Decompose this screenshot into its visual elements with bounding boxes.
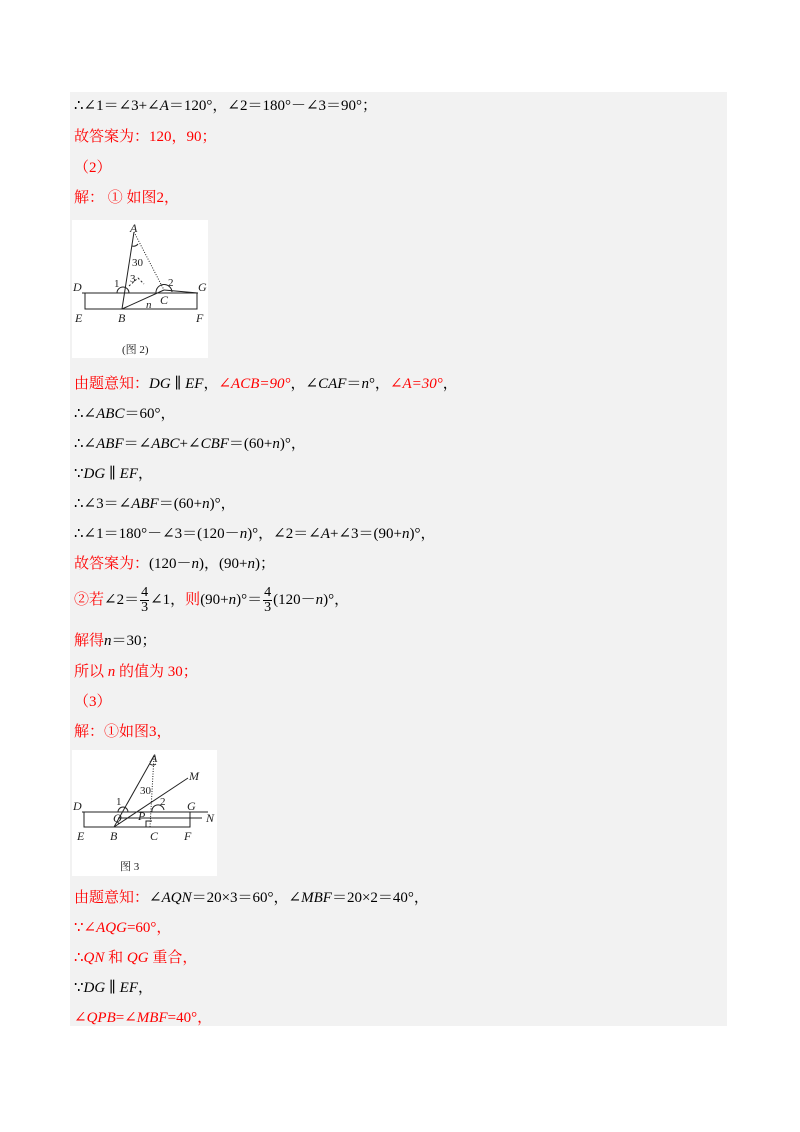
text: ∠1， bbox=[150, 592, 186, 608]
text: EF bbox=[119, 466, 138, 482]
label-p: P bbox=[138, 809, 146, 823]
text: n bbox=[202, 496, 210, 512]
text: =∠ bbox=[115, 1010, 137, 1026]
label-a: A bbox=[130, 221, 138, 235]
text: ∵ bbox=[74, 466, 84, 482]
line-21 bbox=[74, 1008, 212, 1028]
text: A bbox=[159, 98, 169, 114]
text: 则 bbox=[185, 592, 201, 608]
label-a: A bbox=[150, 751, 158, 765]
figure-3-diagram bbox=[72, 750, 217, 876]
line-1 bbox=[74, 96, 377, 116]
label-2: 2 bbox=[168, 277, 174, 289]
figure-3-caption: 图 3 bbox=[120, 861, 140, 873]
text: ∴∠ bbox=[74, 406, 97, 422]
line-14 bbox=[74, 662, 198, 682]
line-12 bbox=[74, 582, 349, 618]
text: QN bbox=[83, 950, 105, 966]
label-b: B bbox=[110, 829, 118, 843]
line-15: （3） bbox=[74, 694, 112, 710]
text: EF bbox=[185, 376, 204, 392]
text: ， bbox=[442, 376, 458, 392]
text: ∥ bbox=[170, 376, 186, 392]
text: ＝(60+ bbox=[158, 496, 203, 512]
text: (120－ bbox=[149, 556, 192, 572]
text: ∴∠3＝∠ bbox=[74, 496, 132, 512]
text: n bbox=[228, 592, 237, 608]
label-e: E bbox=[77, 829, 85, 843]
text: °， bbox=[368, 376, 390, 392]
text: n bbox=[191, 556, 200, 572]
label-f: F bbox=[196, 311, 204, 325]
line-18 bbox=[74, 918, 171, 938]
line-4: 解： ① 如图2， bbox=[74, 190, 180, 206]
text: ＝60°， bbox=[124, 406, 176, 422]
label-30: 30 bbox=[132, 257, 143, 269]
label-n: N bbox=[206, 811, 215, 825]
fraction-4-3 bbox=[263, 586, 272, 615]
text: MBF bbox=[301, 890, 332, 906]
text: ABF bbox=[131, 496, 159, 512]
label-c: C bbox=[160, 293, 169, 307]
text: n bbox=[401, 526, 410, 542]
text: ＝20×3＝60°，∠ bbox=[191, 890, 302, 906]
line-16: 解：①如图3， bbox=[74, 724, 172, 740]
figure-2-caption: (图 2) bbox=[122, 344, 149, 356]
label-c: C bbox=[150, 829, 159, 843]
line-9 bbox=[74, 494, 236, 514]
text: n bbox=[361, 376, 369, 392]
text: AQG bbox=[96, 920, 127, 936]
text: MBF bbox=[136, 1010, 168, 1026]
text: 由题意知： bbox=[74, 376, 150, 392]
text: DG bbox=[83, 466, 106, 482]
text: ，∠ bbox=[290, 376, 319, 392]
line-20 bbox=[74, 978, 153, 998]
text: QG bbox=[126, 950, 149, 966]
text: 故答案为： bbox=[74, 556, 150, 572]
line-17 bbox=[74, 888, 429, 908]
denominator: 3 bbox=[141, 600, 149, 616]
text: +∠3＝(90+ bbox=[330, 526, 402, 542]
text: ABC bbox=[151, 436, 180, 452]
angle-a-arc bbox=[132, 244, 138, 246]
text: ABF bbox=[96, 436, 124, 452]
text: 的值为 30； bbox=[115, 664, 198, 680]
text: ＝(60+ bbox=[228, 436, 273, 452]
text: ∥ bbox=[105, 980, 120, 996]
label-d: D bbox=[73, 280, 82, 294]
figure-3 bbox=[72, 750, 217, 876]
text: )°＝ bbox=[236, 592, 263, 608]
text: n bbox=[104, 633, 112, 649]
text: ∴∠1＝180°－∠3＝(120－ bbox=[74, 526, 240, 542]
text: =40°， bbox=[167, 1010, 213, 1026]
line-11 bbox=[74, 554, 275, 574]
text: ∵∠ bbox=[74, 920, 97, 936]
text: )； bbox=[254, 556, 275, 572]
ray-bm bbox=[114, 778, 188, 827]
fraction-4-3 bbox=[140, 586, 149, 615]
text: )°， bbox=[279, 436, 306, 452]
line-10 bbox=[74, 524, 435, 544]
text: )，(90+ bbox=[199, 556, 248, 572]
text: ∴ bbox=[74, 950, 84, 966]
label-q: Q bbox=[113, 811, 122, 825]
text: ∥ bbox=[105, 466, 120, 482]
text: n bbox=[247, 556, 255, 572]
line-6 bbox=[74, 404, 175, 424]
label-2: 2 bbox=[160, 796, 166, 808]
text: 由题意知： bbox=[74, 890, 150, 906]
text: ＝20×2＝40°， bbox=[331, 890, 429, 906]
text: ∴∠ bbox=[74, 436, 97, 452]
figure-2-diagram bbox=[72, 220, 208, 358]
label-m: M bbox=[189, 769, 199, 783]
text: (90+ bbox=[200, 592, 229, 608]
text: n bbox=[272, 436, 280, 452]
text: n bbox=[315, 592, 324, 608]
label-b: B bbox=[118, 311, 126, 325]
label-g: G bbox=[187, 799, 196, 813]
text: )°， bbox=[323, 592, 350, 608]
text: n bbox=[239, 526, 248, 542]
line-5 bbox=[74, 374, 458, 394]
text: (120－ bbox=[273, 592, 316, 608]
line-8 bbox=[74, 464, 153, 484]
text: QPB bbox=[86, 1010, 116, 1026]
text: ＝30； bbox=[111, 633, 157, 649]
text: ∠ACB=90° bbox=[218, 376, 291, 392]
text: ＝120°，∠2＝180°－∠3＝90°； bbox=[168, 98, 378, 114]
text: ∠A=30° bbox=[389, 376, 443, 392]
text: ＝∠ bbox=[123, 436, 152, 452]
denominator: 3 bbox=[264, 600, 272, 616]
line-7 bbox=[74, 434, 306, 454]
label-1: 1 bbox=[114, 278, 120, 290]
text: AQN bbox=[161, 890, 192, 906]
text: +∠ bbox=[179, 436, 201, 452]
text: 所以 bbox=[74, 664, 108, 680]
text: )°，∠2＝∠ bbox=[247, 526, 321, 542]
text: EF bbox=[119, 980, 138, 996]
label-f: F bbox=[184, 829, 192, 843]
ruler-rect bbox=[85, 293, 197, 309]
text: ∠ bbox=[74, 1010, 87, 1026]
text: )°， bbox=[209, 496, 236, 512]
numerator: 4 bbox=[264, 585, 272, 601]
text: n bbox=[107, 664, 116, 680]
line-13 bbox=[74, 631, 157, 651]
text: )°， bbox=[409, 526, 436, 542]
text: =60°， bbox=[126, 920, 172, 936]
text: 重合， bbox=[148, 950, 198, 966]
text: ， bbox=[137, 980, 153, 996]
right-angle-c bbox=[146, 821, 152, 827]
text: ， bbox=[203, 376, 219, 392]
line-3: （2） bbox=[74, 160, 112, 176]
text: ∴∠1＝∠3+∠ bbox=[74, 98, 160, 114]
text: ＝ bbox=[346, 376, 362, 392]
text: CAF bbox=[318, 376, 347, 392]
text: DG bbox=[149, 376, 171, 392]
label-3: 3 bbox=[130, 273, 136, 285]
label-30: 30 bbox=[140, 785, 151, 797]
text: ABC bbox=[96, 406, 125, 422]
text: DG bbox=[83, 980, 106, 996]
text: ， bbox=[137, 466, 153, 482]
label-e: E bbox=[75, 311, 83, 325]
text: ∵ bbox=[74, 980, 84, 996]
label-g: G bbox=[198, 280, 207, 294]
label-n: n bbox=[146, 299, 152, 311]
line-19 bbox=[74, 948, 197, 968]
label-1: 1 bbox=[116, 796, 122, 808]
ruler-rect bbox=[84, 812, 190, 827]
text: 解得 bbox=[74, 633, 105, 649]
text: 和 bbox=[104, 950, 127, 966]
text: CBF bbox=[200, 436, 229, 452]
label-d: D bbox=[73, 799, 82, 813]
figure-2 bbox=[72, 220, 208, 358]
numerator: 4 bbox=[141, 585, 149, 601]
line-2: 故答案为：120，90； bbox=[74, 129, 217, 145]
text: ②若 bbox=[74, 592, 105, 608]
text: ∠ bbox=[149, 890, 162, 906]
text: ∠2＝ bbox=[104, 592, 140, 608]
side-ab bbox=[122, 232, 134, 309]
text: A bbox=[320, 526, 330, 542]
